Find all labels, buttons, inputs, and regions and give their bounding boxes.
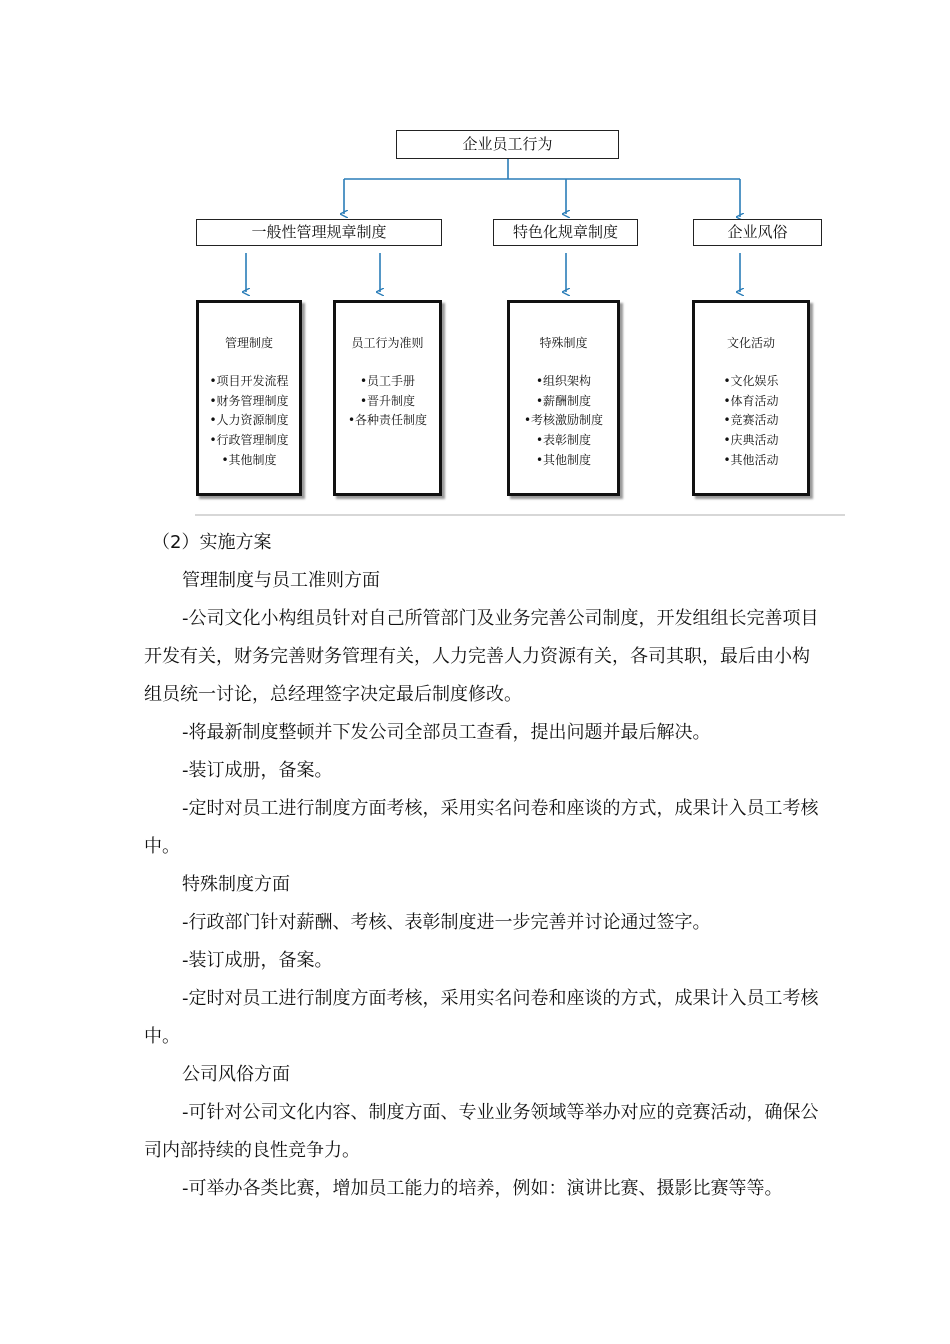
branch-special-rules xyxy=(493,219,638,246)
card-item: • 人力资源制度 xyxy=(199,411,299,431)
card-item: • 考核激励制度 xyxy=(510,411,617,431)
subheading-management: 管理制度与员工准则方面 xyxy=(182,570,380,591)
branch-label: 特色化规章制度 xyxy=(512,223,618,241)
paragraph: -定时对员工进行制度方面考核，采用实名问卷和座谈的方式，成果计入员工考核中。 xyxy=(144,798,819,857)
card-item: • 其他活动 xyxy=(695,451,807,471)
section-heading: （2）实施方案 xyxy=(152,532,272,553)
card-item: • 其他制度 xyxy=(199,451,299,471)
card-item: • 庆典活动 xyxy=(695,431,807,451)
card-item: • 项目开发流程 xyxy=(199,372,299,392)
branch-label: 一般性管理规章制度 xyxy=(251,223,387,241)
paragraph: -可针对公司文化内容、制度方面、专业业务领域等举办对应的竞赛活动，确保公司内部持续的良性竞争力。 xyxy=(144,1102,819,1161)
paragraph: -定时对员工进行制度方面考核，采用实名问卷和座谈的方式，成果计入员工考核中。 xyxy=(144,988,819,1047)
org-root-box xyxy=(396,130,619,159)
card-title: 管理制度 xyxy=(224,336,273,350)
paragraph: -装订成册，备案。 xyxy=(182,950,333,971)
card-item: • 晋升制度 xyxy=(336,392,439,412)
card-item: • 文化娱乐 xyxy=(695,372,807,392)
card-item: • 财务管理制度 xyxy=(199,392,299,412)
subheading-special: 特殊制度方面 xyxy=(182,874,290,895)
card-item: • 其他制度 xyxy=(510,451,617,471)
paragraph: -公司文化小构组员针对自己所管部门及业务完善公司制度，开发组组长完善项目开发有关，财务完善财务管理有关，人力完善人力资源有关，各司其职，最后由小构组员统一讨论，总经理签字决定最后制度修改。 xyxy=(144,608,819,705)
card-title: 员工行为准则 xyxy=(351,336,424,350)
org-root-label: 企业员工行为 xyxy=(462,135,553,153)
card-item: • 表彰制度 xyxy=(510,431,617,451)
card-item: • 行政管理制度 xyxy=(199,431,299,451)
card-item: • 员工手册 xyxy=(336,372,439,392)
document-body xyxy=(144,524,819,1208)
card-conduct xyxy=(333,300,442,496)
card-special xyxy=(507,300,620,496)
card-title: 特殊制度 xyxy=(539,336,588,350)
branch-label: 企业风俗 xyxy=(727,223,788,241)
paragraph: -将最新制度整顿并下发公司全部员工查看，提出问题并最后解决。 xyxy=(182,722,711,743)
card-item: • 组织架构 xyxy=(510,372,617,392)
card-item: • 竞赛活动 xyxy=(695,411,807,431)
branch-general-rules xyxy=(196,219,442,246)
card-management xyxy=(196,300,302,496)
paragraph: -装订成册，备案。 xyxy=(182,760,333,781)
card-item: • 薪酬制度 xyxy=(510,392,617,412)
card-item: • 各种责任制度 xyxy=(336,411,439,431)
card-culture xyxy=(692,300,810,496)
divider xyxy=(195,514,845,516)
subheading-customs: 公司风俗方面 xyxy=(182,1064,290,1085)
card-title: 文化活动 xyxy=(726,336,775,350)
card-item: • 体育活动 xyxy=(695,392,807,412)
paragraph: -行政部门针对薪酬、考核、表彰制度进一步完善并讨论通过签字。 xyxy=(182,912,711,933)
branch-customs xyxy=(693,219,822,246)
paragraph: -可举办各类比赛，增加员工能力的培养，例如：演讲比赛、摄影比赛等等。 xyxy=(182,1178,783,1199)
